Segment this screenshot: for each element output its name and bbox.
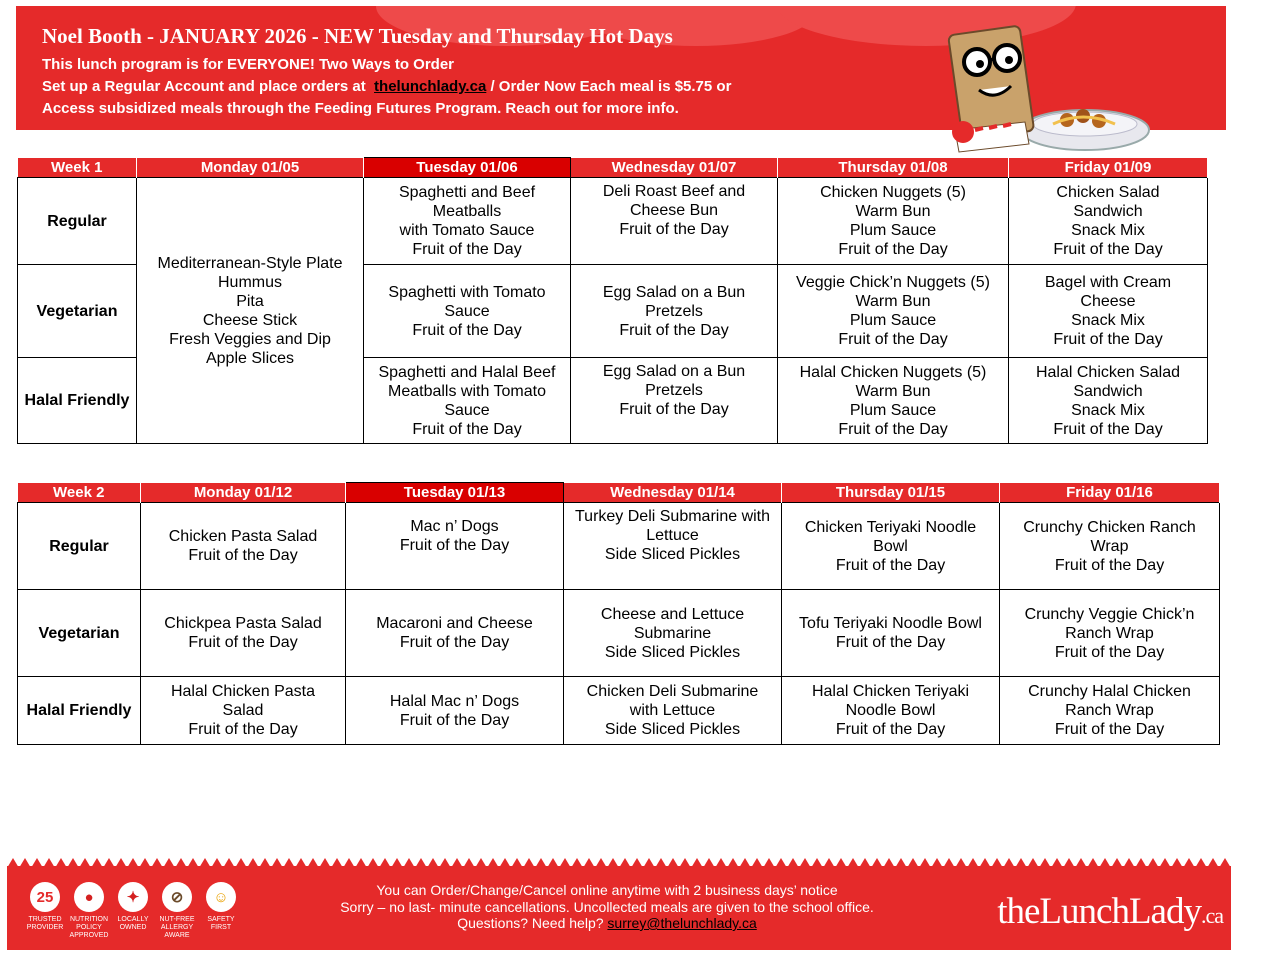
menu-line: Chickpea Pasta Salad [164,615,322,632]
menu-line: Egg Salad on a Bun [602,363,746,380]
menu-line: Sandwich [1073,203,1143,220]
menu-line: Snack Mix [1071,222,1145,239]
menu-line: Fruit of the Day [412,420,522,438]
badge-caption: LOCALLY OWNED [117,916,149,931]
menu-cell [564,677,782,745]
day-header-monday: Monday 01/12 [141,483,346,503]
menu-cell [571,358,778,444]
menu-line: Side Sliced Pickles [604,546,741,563]
footer-notice [307,882,907,932]
row-label-regular: Regular [18,503,141,590]
menu-line: Fruit of the Day [1053,241,1163,258]
menu-cell-monday-all [137,178,364,444]
menu-line: Fruit of the Day [619,321,729,339]
menu-line: Fruit of the Day [399,537,510,554]
menu-line: Fruit of the Day [1054,721,1165,738]
badge-caption: NUTRITION POLICY APPROVED [69,916,109,939]
menu-line: Plum Sauce [849,312,937,329]
menu-line: Side Sliced Pickles [604,721,741,738]
menu-line: Halal Chicken Pasta [170,683,316,700]
menu-cell [1000,590,1220,677]
menu-line: Submarine [633,624,712,642]
menu-line: Plum Sauce [849,222,937,239]
menu-line: Side Sliced Pickles [604,643,741,661]
badge-caption: TRUSTED PROVIDER [26,916,64,931]
day-header-thursday: Thursday 01/08 [778,158,1009,178]
menu-line: Crunchy Halal Chicken [1028,683,1191,700]
menu-line: Cheese [1080,293,1136,310]
week-label: Week 1 [18,158,137,178]
menu-line: Salad [222,702,264,719]
menu-line: Fruit of the Day [835,634,946,651]
menu-cell [364,265,571,358]
menu-cell [1000,503,1220,590]
menu-line: Ranch Wrap [1065,702,1154,719]
menu-line: Fruit of the Day [1053,331,1163,348]
menu-cell [782,590,1000,677]
menu-line: with Lettuce [629,702,716,719]
badge-locally-owned [111,882,155,932]
menu-line: Fresh Veggies and Dip [169,330,331,348]
help-text: Questions? Need help? [457,915,604,931]
menu-line: Snack Mix [1071,312,1145,329]
menu-line: Warm Bun [855,203,931,220]
brand-name: theLunchLady [997,891,1201,932]
menu-line: Mac n’ Dogs [410,518,499,535]
menu-line: Warm Bun [855,293,931,310]
subsidy-info: Access subsidized meals through the Feeding Futures Program. Reach out for more info. [42,100,679,117]
menu-line: Pita [236,292,264,310]
menu-line: Fruit of the Day [188,721,298,738]
25-years-icon: 25 [36,888,54,906]
row-label-regular: Regular [18,178,137,265]
menu-line: Fruit of the Day [835,721,946,738]
menu-line: Spaghetti and Halal Beef [378,363,556,381]
menu-cell [778,178,1009,265]
week1-menu-table [17,157,1208,444]
brand-logo [997,890,1223,933]
menu-line: Fruit of the Day [619,401,729,418]
menu-cell [778,358,1009,444]
menu-line: Fruit of the Day [1053,420,1163,438]
menu-line: Veggie Chick’n Nuggets (5) [796,274,990,291]
row-label-vegetarian: Vegetarian [18,265,137,358]
menu-line: Fruit of the Day [838,331,948,348]
menu-line: Fruit of the Day [1054,556,1165,574]
badge-circle [206,882,236,912]
menu-line: Tofu Teriyaki Noodle Bowl [799,615,982,632]
row-label-halal: Halal Friendly [18,677,141,745]
footer-zigzag-edge [7,858,1231,868]
order-change-notice: You can Order/Change/Cancel online anytime with 2 business days’ notice [376,882,838,898]
day-header-tuesday: Tuesday 01/06 [364,158,571,178]
menu-line: Bagel with Cream [1044,274,1172,291]
menu-line: Cheese and Lettuce [600,605,745,623]
brand-suffix: .ca [1200,903,1223,928]
menu-line: Cheese Bun [629,202,719,219]
badge-caption: SAFETY FIRST [207,916,235,931]
menu-line: Fruit of the Day [399,711,510,729]
menu-line: Chicken Nuggets (5) [820,184,966,201]
menu-line: Pretzels [645,382,703,399]
menu-cell [571,265,778,358]
lunch-lady-mascot [935,12,1175,162]
support-email-link[interactable]: surrey@thelunchlady.ca [607,915,757,931]
badge-circle [162,882,192,912]
help-line [307,915,907,932]
website-link[interactable]: thelunchlady.ca [374,78,487,95]
table-row-regular [18,503,1220,590]
menu-line: Chicken Teriyaki Noodle [804,518,977,536]
menu-line: Fruit of the Day [399,634,510,651]
menu-cell [782,503,1000,590]
menu-line: Meatballs [432,203,502,220]
menu-line: Cheese Stick [202,311,298,329]
week2-menu-table [17,482,1220,745]
footer-banner [7,866,1231,950]
menu-line: Hummus [217,273,282,291]
menu-line: Meatballs with Tomato [388,382,546,400]
menu-line: Fruit of the Day [1054,643,1165,661]
menu-line: Mediterranean-Style Plate [157,254,343,272]
menu-cell [141,677,346,745]
badge-nut-free [155,882,199,940]
badge-circle [74,882,104,912]
nut-free-icon: ⊘ [170,889,184,906]
day-header-friday: Friday 01/09 [1009,158,1208,178]
menu-line: Halal Mac n’ Dogs [389,692,520,710]
menu-line: Plum Sauce [849,401,937,419]
menu-line: with Tomato Sauce [399,222,535,239]
menu-line: Fruit of the Day [835,556,946,574]
cancellation-notice: Sorry – no last- minute cancellations. Uncollected meals are given to the school office. [340,898,874,915]
apple-icon: ● [84,888,94,906]
order-info-text: Set up a Regular Account and place orders at [42,78,366,95]
menu-line: Halal Chicken Salad [1035,363,1181,381]
menu-cell [778,265,1009,358]
menu-cell [346,677,564,745]
menu-line: Sauce [444,401,490,419]
menu-line: Fruit of the Day [188,634,298,651]
menu-cell [571,178,778,265]
menu-line: Spaghetti with Tomato [388,283,546,301]
menu-line: Snack Mix [1071,401,1145,419]
menu-line: Crunchy Chicken Ranch [1023,518,1196,536]
menu-cell [1009,265,1208,358]
badge-circle [30,882,60,912]
menu-line: Pretzels [645,302,703,320]
day-header-monday: Monday 01/05 [137,158,364,178]
menu-cell [141,503,346,590]
menu-line: Sauce [444,302,490,320]
week-label: Week 2 [18,483,141,503]
day-header-tuesday: Tuesday 01/13 [346,483,564,503]
menu-line: Fruit of the Day [412,241,522,258]
menu-line: Deli Roast Beef and [602,183,746,200]
menu-line: Egg Salad on a Bun [602,283,746,301]
menu-cell [364,178,571,265]
badge-circle [118,882,148,912]
badge-caption: NUT-FREE ALLERGY AWARE [159,916,195,939]
menu-line: Chicken Deli Submarine [586,683,759,700]
menu-cell [141,590,346,677]
week2-header-row [18,483,1220,503]
menu-line: Chicken Pasta Salad [168,528,318,545]
menu-line: Halal Chicken Nuggets (5) [799,363,987,381]
badge-nutrition-policy [67,882,111,940]
menu-line: Ranch Wrap [1065,624,1154,642]
menu-cell [1009,178,1208,265]
menu-line: Lettuce [646,527,699,544]
menu-line: Sandwich [1073,382,1143,400]
table-row-regular [18,178,1208,265]
table-row-halal [18,677,1220,745]
menu-line: Bowl [873,537,908,555]
menu-line: Crunchy Veggie Chick’n [1024,605,1195,623]
menu-line: Fruit of the Day [619,221,729,238]
program-info: This lunch program is for EVERYONE! Two Ways to Order [42,56,454,73]
menu-line: Turkey Deli Submarine with [574,508,771,525]
row-label-halal: Halal Friendly [18,358,137,444]
menu-cell [564,503,782,590]
page-title: Noel Booth - JANUARY 2026 - NEW Tuesday and Thursday Hot Days [42,24,673,48]
menu-line: Apple Slices [205,349,295,367]
day-header-wednesday: Wednesday 01/07 [571,158,778,178]
certification-badges [23,882,243,942]
menu-cell [564,590,782,677]
row-label-vegetarian: Vegetarian [18,590,141,677]
menu-cell [346,590,564,677]
menu-cell [1009,358,1208,444]
menu-line: Noodle Bowl [845,702,936,719]
menu-cell [346,503,564,590]
menu-line: Chicken Salad [1056,184,1160,201]
menu-cell [1000,677,1220,745]
menu-line: Fruit of the Day [838,241,948,258]
menu-line: Macaroni and Cheese [376,615,533,632]
menu-line: Fruit of the Day [412,321,522,339]
day-header-friday: Friday 01/16 [1000,483,1220,503]
menu-cell [782,677,1000,745]
week1-header-row [18,158,1208,178]
order-info-price: / Order Now Each meal is $5.75 or [490,78,732,95]
menu-line: Fruit of the Day [188,547,298,564]
table-row-vegetarian [18,590,1220,677]
order-info [42,78,731,95]
menu-line: Warm Bun [855,382,931,400]
maple-leaf-icon: ✦ [126,889,140,906]
day-header-wednesday: Wednesday 01/14 [564,483,782,503]
day-header-thursday: Thursday 01/15 [782,483,1000,503]
badge-safety-first [199,882,243,932]
safety-icon: ☺ [213,888,229,906]
menu-line: Spaghetti and Beef [398,184,536,201]
menu-line: Halal Chicken Teriyaki [811,683,970,700]
menu-line: Fruit of the Day [838,420,948,438]
menu-line: Wrap [1090,537,1129,555]
menu-cell [364,358,571,444]
badge-trusted-provider [23,882,67,932]
